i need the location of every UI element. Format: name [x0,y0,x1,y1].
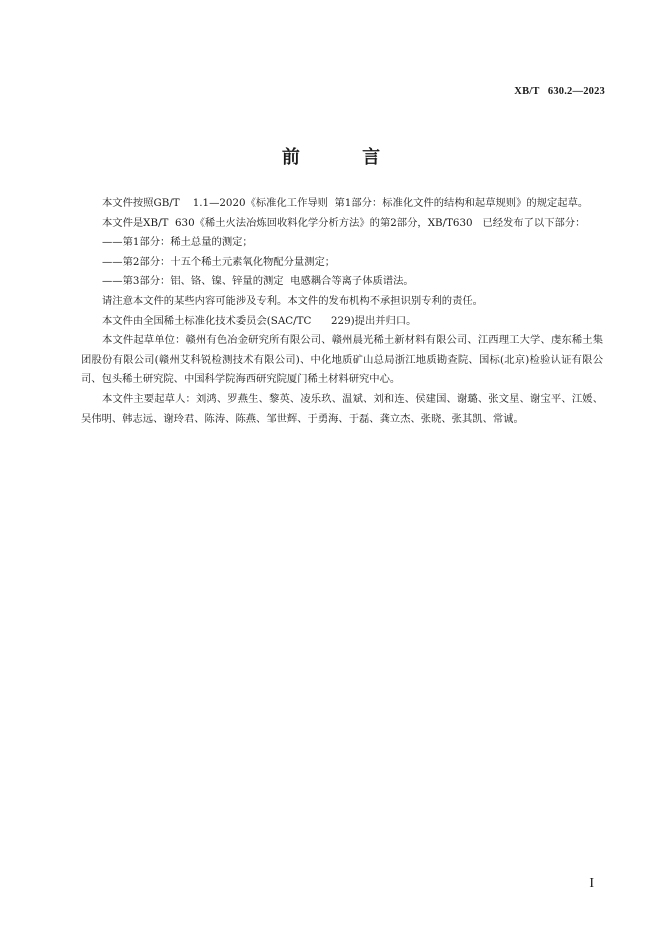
standard-code: XB/T 630.2—2023 [514,86,605,97]
page-number: I [589,876,594,891]
paragraph-drafters: 本文件主要起草人：刘鸿、罗燕生、黎英、凌乐玖、温斌、刘和连、侯建国、谢璐、张文星、谢宝平、江媛、吴伟明、韩志远、谢玲君、陈涛、陈燕、邹世辉、于勇海、于磊、龚立杰、张晓、张其凯、常诚。 [81,392,603,425]
page-title: 前 言 [281,147,409,168]
paragraph-drafting-rules: 本文件按照GB/T 1.1—2020《标准化工作导则 第1部分：标准化文件的结构和起草规则》的规定起草。 [102,197,589,209]
list-item-part-1: ——第1部分：稀土总量的测定； [102,236,253,249]
paragraph-drafting-units: 本文件起草单位：赣州有色冶金研究所有限公司、赣州晨光稀土新材料有限公司、江西理工大学、虔东稀土集团股份有限公司(赣州艾科锐检测技术有限公司)、中化地质矿山总局浙江地质勘查院、国标(北京)检验认证有限公司、包头稀土研究院、中国科学院海西研究院厦门稀土材料研究中心。 [81,334,603,386]
paragraph-series-intro: 本文件是XB/T 630《稀土火法冶炼回收料化学分析方法》的第2部分，XB/T630 已经发布了以下部分： [102,216,586,229]
document-body [81,194,603,429]
list-item-part-3: ——第3部分：铝、铬、镍、锌量的测定 电感耦合等离子体质谱法。 [102,275,414,288]
paragraph-proposer: 本文件由全国稀土标准化技术委员会(SAC/TC 229)提出并归口。 [102,314,417,327]
list-item-part-2: ——第2部分：十五个稀土元素氧化物配分量测定； [102,255,336,268]
paragraph-patent-notice: 请注意本文件的某些内容可能涉及专利。本文件的发布机构不承担识别专利的责任。 [102,294,483,307]
